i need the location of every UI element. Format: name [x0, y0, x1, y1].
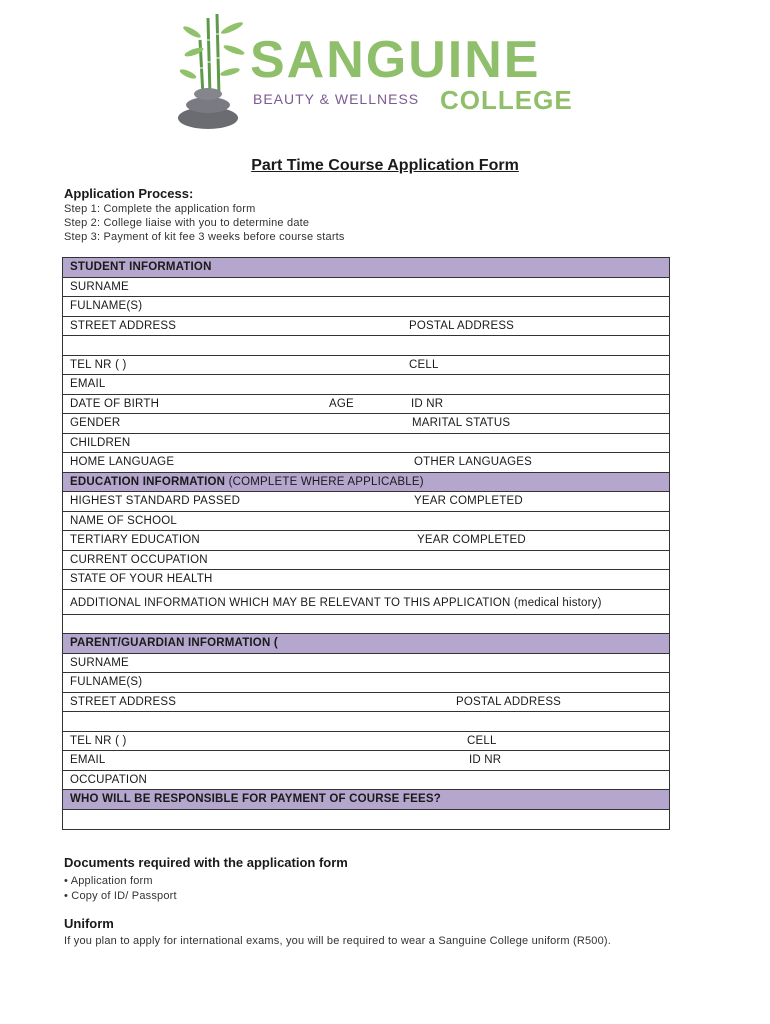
process-step: Step 3: Payment of kit fee 3 weeks before course starts — [64, 231, 345, 243]
fulnames-field[interactable]: FULNAME(S) — [63, 297, 669, 317]
parent-tel-row[interactable] — [63, 732, 669, 752]
tel-nr-label: TEL NR ( ) — [70, 358, 127, 371]
gender-label: GENDER — [70, 417, 121, 429]
tertiary-row[interactable] — [63, 531, 669, 551]
surname-field[interactable]: SURNAME — [63, 278, 669, 298]
cell-label: CELL — [409, 358, 439, 371]
school-field[interactable]: NAME OF SCHOOL — [63, 512, 669, 532]
parent-email-row[interactable] — [63, 751, 669, 771]
cell-label: CELL — [467, 734, 497, 747]
parent-fulnames-field[interactable]: FULNAME(S) — [63, 673, 669, 693]
highest-standard-row[interactable] — [63, 492, 669, 512]
tel-nr-label: TEL NR ( ) — [70, 734, 127, 747]
gender-row[interactable] — [63, 414, 669, 434]
parent-info-header: PARENT/GUARDIAN INFORMATION ( — [63, 634, 669, 654]
process-step: Step 1: Complete the application form — [64, 203, 256, 215]
bamboo-stones-icon — [172, 10, 262, 132]
education-info-header: EDUCATION INFORMATION (COMPLETE WHERE APPLICABLE) — [63, 473, 669, 493]
documents-heading: Documents required with the application form — [64, 855, 348, 870]
marital-status-label: MARITAL STATUS — [412, 417, 511, 429]
brand-subtitle: BEAUTY & WELLNESS — [253, 91, 420, 107]
parent-address-row[interactable] — [63, 693, 669, 713]
payment-responsible-field[interactable] — [63, 810, 669, 829]
parent-surname-field[interactable]: SURNAME — [63, 654, 669, 674]
additional-info-field[interactable]: ADDITIONAL INFORMATION WHICH MAY BE RELEVANT TO THIS APPLICATION (medical history) — [63, 590, 669, 615]
payment-header: WHO WILL BE RESPONSIBLE FOR PAYMENT OF COURSE FEES? — [63, 790, 669, 810]
process-step: Step 2: College liaise with you to determine date — [64, 217, 310, 229]
list-item: • Application form — [64, 875, 153, 887]
age-label: AGE — [329, 397, 354, 410]
other-languages-label: OTHER LANGUAGES — [414, 456, 533, 468]
parent-address-blank-row[interactable] — [63, 712, 669, 732]
parent-occupation-field[interactable]: OCCUPATION — [63, 771, 669, 791]
highest-standard-label: HIGHEST STANDARD PASSED — [70, 495, 241, 507]
list-item: • Copy of ID/ Passport — [64, 890, 177, 902]
email-label: EMAIL — [70, 754, 106, 766]
health-field[interactable]: STATE OF YOUR HEALTH — [63, 570, 669, 590]
street-address-label: STREET ADDRESS — [70, 695, 177, 708]
current-occupation-field[interactable]: CURRENT OCCUPATION — [63, 551, 669, 571]
brand-college: COLLEGE — [440, 85, 573, 115]
home-language-label: HOME LANGUAGE — [70, 456, 175, 468]
address-blank-row[interactable] — [63, 336, 669, 356]
process-heading: Application Process: — [64, 186, 194, 201]
brand-name: SANGUINE — [250, 31, 541, 89]
language-row[interactable] — [63, 453, 669, 473]
children-field[interactable]: CHILDREN — [63, 434, 669, 454]
year-completed-label: YEAR COMPLETED — [417, 534, 526, 546]
street-address-label: STREET ADDRESS — [70, 319, 177, 332]
postal-address-label: POSTAL ADDRESS — [456, 695, 562, 708]
page-title: Part Time Course Application Form — [251, 157, 519, 174]
application-form-table — [62, 257, 670, 830]
dob-label: DATE OF BIRTH — [70, 397, 160, 410]
uniform-text: If you plan to apply for international exams, you will be required to wear a Sanguine College uniform (R500). — [64, 935, 612, 947]
address-row[interactable] — [63, 317, 669, 337]
student-info-header: STUDENT INFORMATION — [63, 258, 669, 278]
additional-info-blank-row[interactable] — [63, 615, 669, 635]
email-field[interactable]: EMAIL — [63, 375, 669, 395]
year-completed-label: YEAR COMPLETED — [414, 495, 523, 507]
postal-address-label: POSTAL ADDRESS — [409, 319, 515, 332]
tel-row[interactable] — [63, 356, 669, 376]
id-nr-label: ID NR — [469, 754, 502, 766]
tertiary-education-label: TERTIARY EDUCATION — [70, 534, 200, 546]
dob-row[interactable] — [63, 395, 669, 415]
id-nr-label: ID NR — [411, 397, 444, 410]
uniform-heading: Uniform — [64, 916, 114, 931]
